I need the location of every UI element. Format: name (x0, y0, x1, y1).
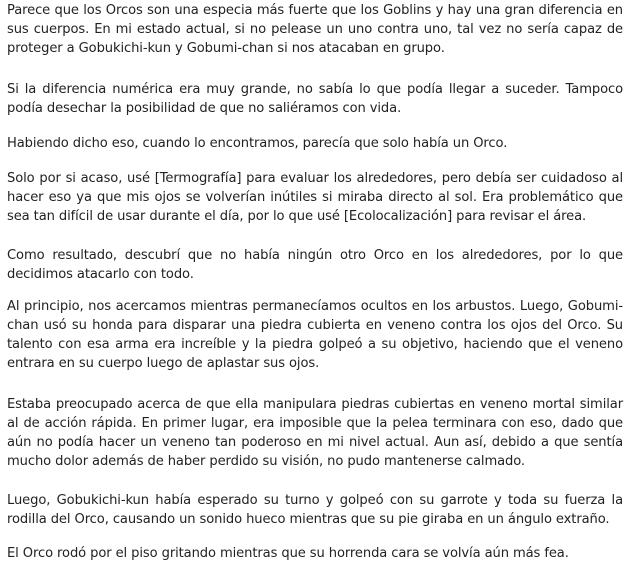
paragraph-4: Solo por si acaso, usé [Termografía] para evaluar los alrededores, pero debía ser cuidadoso al hacer eso ya que mis ojos se volverían inútiles si miraba directo al sol. Era problemático que sea tan difícil de usar durante el día, por lo que usé [Ecolocalización] para revisar el área. (7, 171, 623, 224)
paragraph-1: Parece que los Orcos son una especia más fuerte que los Goblins y hay una gran diferencia en sus cuerpos. En mi estado actual, si no pelease un uno contra uno, tal vez no sería capaz de proteger a Gobukichi-kun y Gobumi-chan si nos atacaban en grupo. (7, 3, 623, 56)
paragraph-7: Estaba preocupado acerca de que ella manipulara piedras cubiertas en veneno mortal similar al de acción rápida. En primer lugar, era imposible que la pelea terminara con eso, dado que aún no podía hacer un veneno tan poderoso en mi nivel actual. Aun así, debido a que sentía mucho dolor además de haber perdido su visión, no pudo mantenerse calmado. (7, 397, 623, 469)
paragraph-5: Como resultado, descubrí que no había ningún otro Orco en los alrededores, por lo que decidimos atacarlo con todo. (7, 248, 623, 282)
paragraph-6: Al principio, nos acercamos mientras permanecíamos ocultos en los arbustos. Luego, Gobumi-chan usó su honda para disparar una piedra cubierta en veneno contra los ojos del Orco. Su talento con esa arma era increíble y la piedra golpeó a su objetivo, haciendo que el veneno entrara en su cuerpo luego de aplastar sus ojos. (7, 299, 623, 371)
paragraph-3: Habiendo dicho eso, cuando lo encontramos, parecía que solo había un Orco. (7, 136, 508, 151)
paragraph-8: Luego, Gobukichi-kun había esperado su turno y golpeó con su garrote y toda su fuerza la rodilla del Orco, causando un sonido hueco mientras que su pie giraba en un ángulo extraño. (7, 493, 623, 527)
paragraph-9: El Orco rodó por el piso gritando mientras que su horrenda cara se volvía aún más fea. (7, 546, 569, 561)
paragraph-2: Si la diferencia numérica era muy grande, no sabía lo que podía llegar a suceder. Tampoco podía desechar la posibilidad de que no saliéramos con vida. (7, 82, 623, 116)
